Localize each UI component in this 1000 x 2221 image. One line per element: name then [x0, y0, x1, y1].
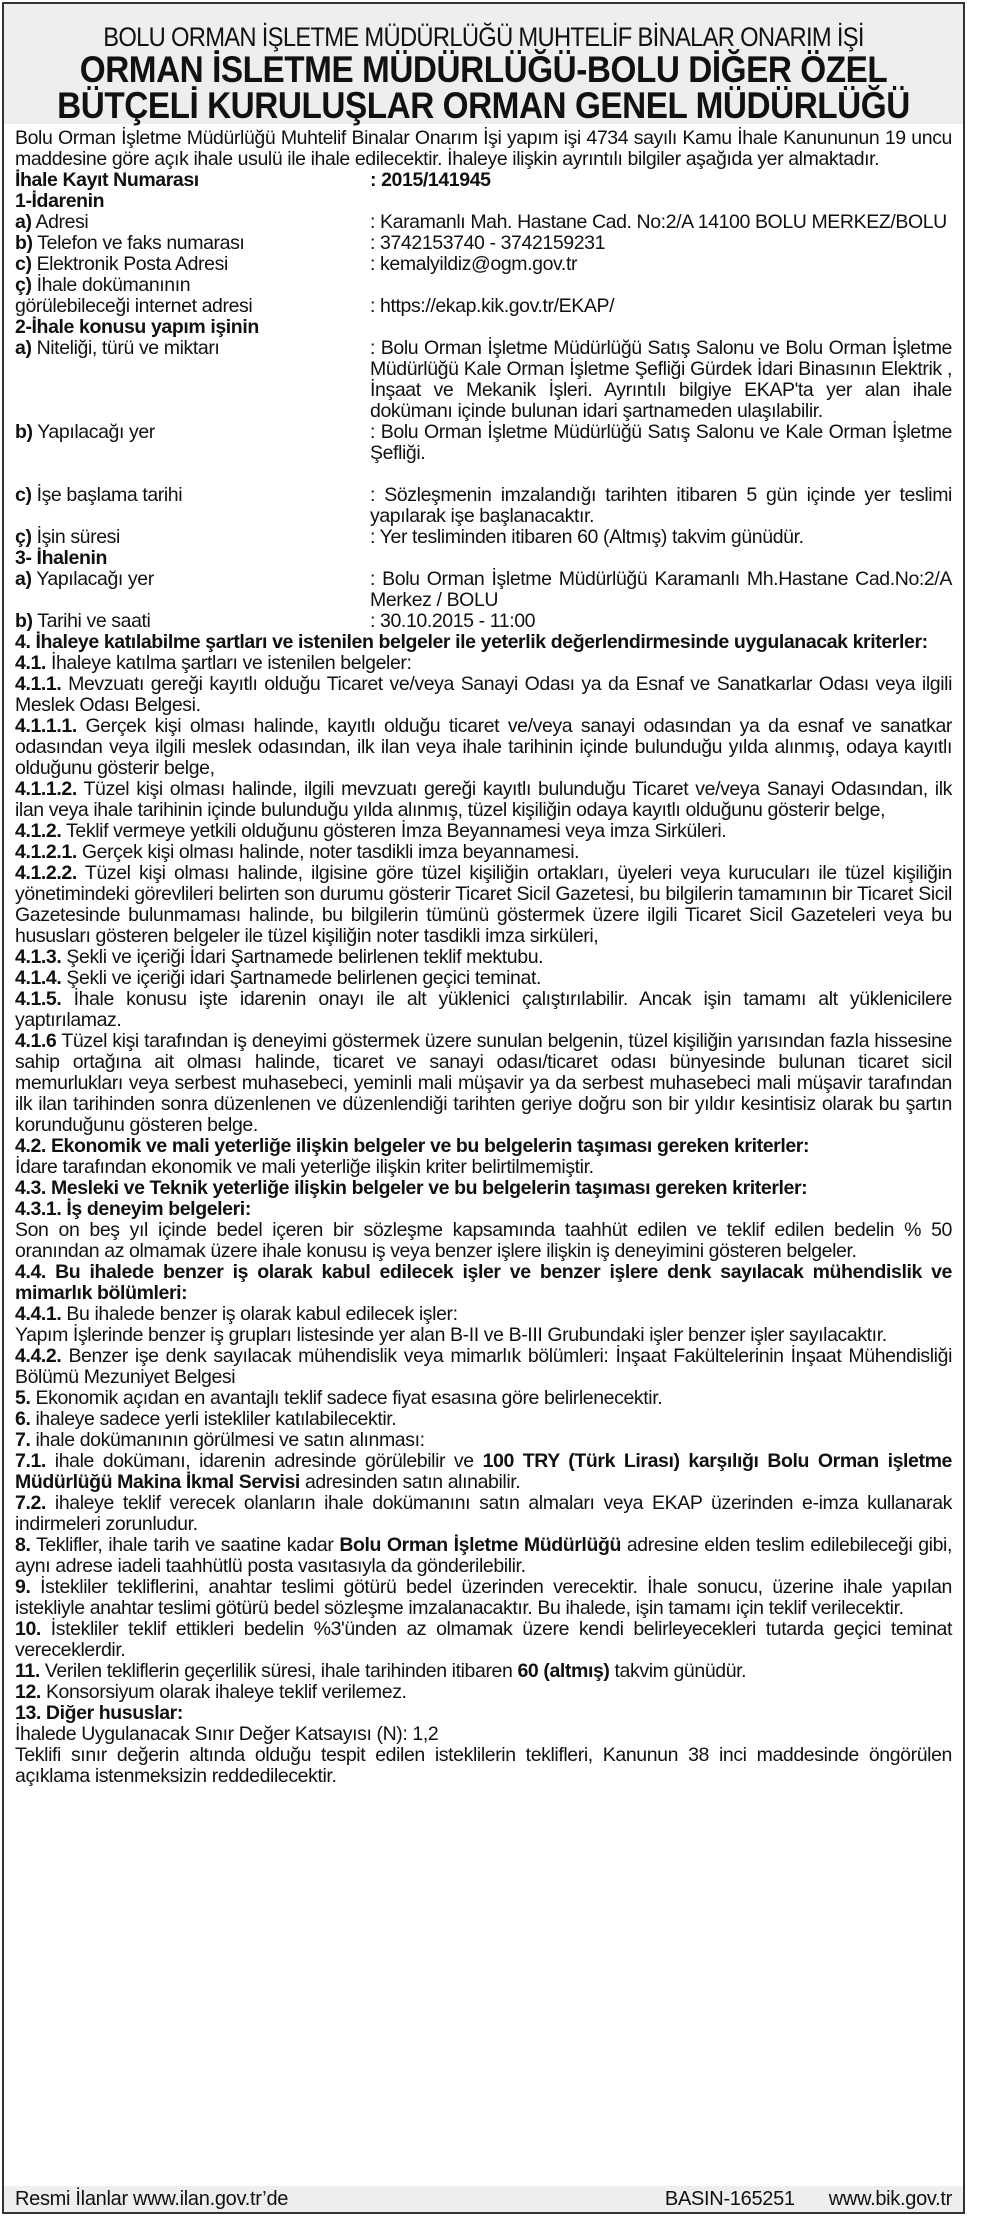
- clause: 4.4.1. Bu ihalede benzer iş olarak kabul edilecek işler:: [15, 1303, 458, 1325]
- section431-text: Son on beş yıl içinde bedel içeren bir sözleşme kapsamında taahhüt edilen ve teklif edilen bedelin % 50 oranından az olmamak üzere ihale konusu iş veya benzer işlere ilişkin iş deneyimini gösteren belgeler.: [15, 1219, 952, 1262]
- clause: 4.1.5. İhale konusu işte idarenin onayı ile alt yüklenici çalıştırılabilir. Ancak işin tamamı alt yüklenicilere yaptırılamaz.: [15, 988, 952, 1031]
- clause: 7.1. ihale dokümanı, idarenin adresinde görülebilir ve 100 TRY (Türk Lirası) karşılığı Bolu Orman işletme Müdürlüğü Makina İkmal Servisi adresinden satın alınabilir.: [15, 1450, 952, 1493]
- section2-title: 2-İhale konusu yapım işinin: [15, 316, 259, 338]
- header-institution-line1: ORMAN İSLETME MÜDÜRLÜĞÜ-BOLU DİĞER ÖZEL: [79, 49, 888, 90]
- section42-title: 4.2. Ekonomik ve mali yeterliğe ilişkin belgeler ve bu belgelerin taşıması gereken kriterler:: [15, 1135, 810, 1157]
- section3-row: b) Tarihi ve saati : 30.10.2015 - 11:00: [15, 611, 952, 632]
- phone-value: : 3742153740 - 3742159231: [370, 232, 606, 254]
- intro-paragraph: Bolu Orman İşletme Müdürlüğü Muhtelif Binalar Onarım İşi yapım işi 4734 sayılı Kamu İhale Kanununun 19 uncu maddesine göre açık ihale usulü ile ihale edilecektir. İhaleye ilişkin ayrıntılı bilgiler aşağıda yer almaktadır.: [15, 127, 952, 170]
- section2-row: b) Yapılacağı yer : Bolu Orman İşletme Müdürlüğü Satış Salonu ve Kale Orman İşletme Şefliği.: [15, 421, 952, 464]
- clause: 4.1.3. Şekli ve içeriği İdari Şartnamede belirlenen teklif mektubu.: [15, 946, 544, 968]
- clause: 4.1.1.1. Gerçek kişi olması halinde, kayıtlı olduğu ticaret ve/veya sanayi odasından ya da esnaf ve sanatkar odasından veya ilgili meslek odasından, ilk ilan veya ihale tarihinin içinde bulunduğu yılda alınmış, odaya kayıtlı olduğunu gösterir belge,: [15, 715, 952, 779]
- clause: 4.1. İhaleye katılma şartları ve istenilen belgeler:: [15, 652, 412, 674]
- announcement-body: [4, 124, 963, 1787]
- clause: 4.1.6 Tüzel kişi tarafından iş deneyimi göstermek üzere sunulan belgenin, tüzel kişiliğin yarısından fazla hissesine sahip ortağına ait olması halinde, ticaret ve sanayi odası/ticaret odası bünyesinde bulunan ticaret sicil memurlukları veya serbest muhasebeci, yeminli mali müşavir ya da serbest muhasebeci mali müşavir tarafından ilk ilan tarihinden sonra düzenlenen ve düzenlendiği tarihten geriye doğru son bir yıldır kesintisiz olarak bu şartın korunduğunu gösteren belge.: [15, 1030, 952, 1136]
- clause: 6. ihaleye sadece yerli istekliler katılabilecektir.: [15, 1408, 397, 1430]
- section441-body: Yapım İşlerinde benzer iş grupları listesinde yer alan B-II ve B-III Grubundaki işler benzer işler sayılacaktır.: [15, 1324, 887, 1346]
- section43-title: 4.3. Mesleki ve Teknik yeterliğe ilişkin belgeler ve bu belgelerin taşıması gereken kriterler:: [15, 1177, 808, 1199]
- section431-title: 4.3.1. İş deneyim belgeleri:: [15, 1198, 251, 1220]
- clause: 4.1.1. Mevzuatı gereği kayıtlı olduğu Ticaret ve/veya Sanayi Odası ya da Esnaf ve Sanatkarlar Odası veya ilgili Meslek Odası Belgesi.: [15, 673, 952, 716]
- section1-row: a) Adresi : Karamanlı Mah. Hastane Cad. No:2/A 14100 BOLU MERKEZ/BOLU: [15, 212, 952, 233]
- registration-value: : 2015/141945: [370, 169, 491, 191]
- section1-title: 1-İdarenin: [15, 190, 105, 212]
- section4-title: 4. İhaleye katılabilme şartları ve istenilen belgeler ile yeterlik değerlendirmesinde uygulanacak kriterler:: [15, 631, 928, 653]
- section13-line2: Teklifi sınır değerin altında olduğu tespit edilen isteklilerin teklifleri, Kanunun 38 inci maddesinde öngörülen açıklama istenmeksizin reddedilecektir.: [15, 1744, 952, 1787]
- announcement-header: [4, 4, 963, 124]
- section1-row: görülebileceği internet adresi : https://ekap.kik.gov.tr/EKAP/: [15, 296, 952, 317]
- header-institution-line2: BÜTÇELİ KURULUŞLAR ORMAN GENEL MÜDÜRLÜĞÜ: [57, 85, 910, 126]
- clause: 7.2. ihaleye teklif verecek olanların ihale dokümanını satın almaları veya EKAP üzerinden e-imza kullanarak indirmeleri zorunludur.: [15, 1492, 952, 1535]
- clause: 4.1.1.2. Tüzel kişi olması halinde, ilgili mevzuatı gereği kayıtlı bulunduğu Ticaret ve/veya Sanayi Odasından, ilk ilan veya ihale tarihinin içinde bulunduğu yılda alınmış, tüzel kişiliğin odaya kayıtlı olduğunu gösterir belge,: [15, 778, 952, 821]
- clause: 4.1.2.1. Gerçek kişi olması halinde, noter tasdikli imza beyannamesi.: [15, 841, 580, 863]
- clause: 8. Teklifler, ihale tarih ve saatine kadar Bolu Orman İşletme Müdürlüğü adresine elden teslim edilebileceği gibi, aynı adrese iadeli taahhütlü posta vasıtasıyla da gönderilebilir.: [15, 1534, 953, 1577]
- section3-row: a) Yapılacağı yer : Bolu Orman İşletme Müdürlüğü Karamanlı Mh.Hastane Cad.No:2/A Merkez / BOLU: [15, 568, 952, 611]
- section1-row: c) Elektronik Posta Adresi : kemalyildiz@ogm.gov.tr: [15, 254, 952, 275]
- clause: 4.1.4. Şekli ve içeriği idari Şartnamede belirlenen geçici teminat.: [15, 967, 541, 989]
- spacer: [15, 464, 952, 485]
- section1-row: b) Telefon ve faks numarası : 3742153740 - 3742159231: [15, 233, 952, 254]
- section2-row: ç) İşin süresi : Yer tesliminden itibaren 60 (Altmış) takvim günüdür.: [15, 526, 804, 548]
- clause: 11. Verilen tekliflerin geçerlilik süresi, ihale tarihinden itibaren 60 (altmış) takvim günüdür.: [15, 1660, 747, 1682]
- footer-bik-link[interactable]: www.bik.gov.tr: [828, 2188, 952, 2210]
- section44-title: 4.4. Bu ihalede benzer iş olarak kabul edilecek işler ve benzer işlere denk sayılacak mühendislik ve mimarlık bölümleri:: [15, 1261, 952, 1304]
- section13-title: 13. Diğer hususlar:: [15, 1702, 183, 1724]
- clause: 4.4.2. Benzer işe denk sayılacak mühendislik veya mimarlık bölümleri: İnşaat Fakültelerinin İnşaat Mühendisliği Bölümü Mezuniyet Belgesi: [15, 1345, 952, 1388]
- registration-row: [15, 170, 952, 191]
- section2-row: a) Niteliği, türü ve miktarı : Bolu Orman İşletme Müdürlüğü Satış Salonu ve Bolu Orman İşletme Müdürlüğü Kale Orman İşletme Şefliği Gürdek İdari Binasının Elektrik , İnşaat ve Mekanik İşleri. Ayrıntılı bilgiye EKAP'ta yer alan ihale dokümanı içinde bulunan idari şartnameden ulaşılabilir.: [15, 337, 952, 422]
- clause: 10. İstekliler teklif ettikleri bedelin %3'ünden az olmamak üzere kendi belirleyecekleri tutarda geçici teminat vereceklerdir.: [15, 1618, 952, 1661]
- section1-row: ç) İhale dokümanının: [15, 274, 191, 296]
- footer-press-code: BASIN-165251: [664, 2188, 795, 2210]
- clause: 4.1.2. Teklif vermeye yetkili olduğunu gösteren İmza Beyannamesi veya imza Sirküleri.: [15, 820, 727, 842]
- clause: 5. Ekonomik açıdan en avantajlı teklif sadece fiyat esasına göre belirlenecektir.: [15, 1387, 663, 1409]
- clause: 12. Konsorsiyum olarak ihaleye teklif verilemez.: [15, 1681, 407, 1703]
- announcement-frame: [2, 2, 965, 2214]
- email-value: : kemalyildiz@ogm.gov.tr: [370, 253, 578, 275]
- address-value: : Karamanlı Mah. Hastane Cad. No:2/A 14100 BOLU MERKEZ/BOLU: [370, 211, 947, 233]
- section13-line1: İhalede Uygulanacak Sınır Değer Katsayısı (N): 1,2: [15, 1723, 439, 1745]
- section2-row: c) İşe başlama tarihi : Sözleşmenin imzalandığı tarihten itibaren 5 gün içinde yer teslimi yapılarak işe başlanacaktır.: [15, 484, 952, 527]
- section3-title: 3- İhalenin: [15, 547, 108, 569]
- registration-label: İhale Kayıt Numarası: [15, 169, 199, 191]
- clause: 7. ihale dokümanının görülmesi ve satın alınması:: [15, 1429, 425, 1451]
- ekap-url-value: : https://ekap.kik.gov.tr/EKAP/: [370, 295, 615, 317]
- announcement-footer: [4, 2186, 963, 2212]
- clause: 9. İstekliler tekliflerini, anahtar teslimi götürü bedel üzerinden verecektir. İhale sonucu, üzerine ihale yapılan istekliyle anahtar teslimi götürü bedel sözleşme imzalanacaktır. Bu ihalede, işin tamamı için teklif verilecektir.: [15, 1576, 952, 1619]
- clause: 4.1.2.2. Tüzel kişi olması halinde, ilgisine göre tüzel kişiliğin ortakları, üyeleri veya kurucuları ile tüzel kişiliğin yönetimindeki görevlileri belirten son durumu gösterir Ticaret Sicil Gazetesi, bu bilgilerin tamamının bir Ticaret Sicil Gazetesinde bulunmaması halinde, bu bilgilerin tümünü göstermek üzere ilgili Ticaret Sicil Gazeteleri veya bu hususları gösteren belgeler ile tüzel kişiliğin noter tasdikli imza sirküleri,: [15, 862, 952, 947]
- tender-datetime-value: : 30.10.2015 - 11:00: [370, 610, 536, 632]
- footer-ilan-link[interactable]: Resmi İlanlar www.ilan.gov.tr’de: [15, 2188, 289, 2210]
- header-subject: BOLU ORMAN İŞLETME MÜDÜRLÜĞÜ MUHTELİF BİNALAR ONARIM İŞİ: [103, 22, 864, 52]
- section42-text: İdare tarafından ekonomik ve mali yeterliğe ilişkin kriter belirtilmemiştir.: [15, 1156, 594, 1178]
